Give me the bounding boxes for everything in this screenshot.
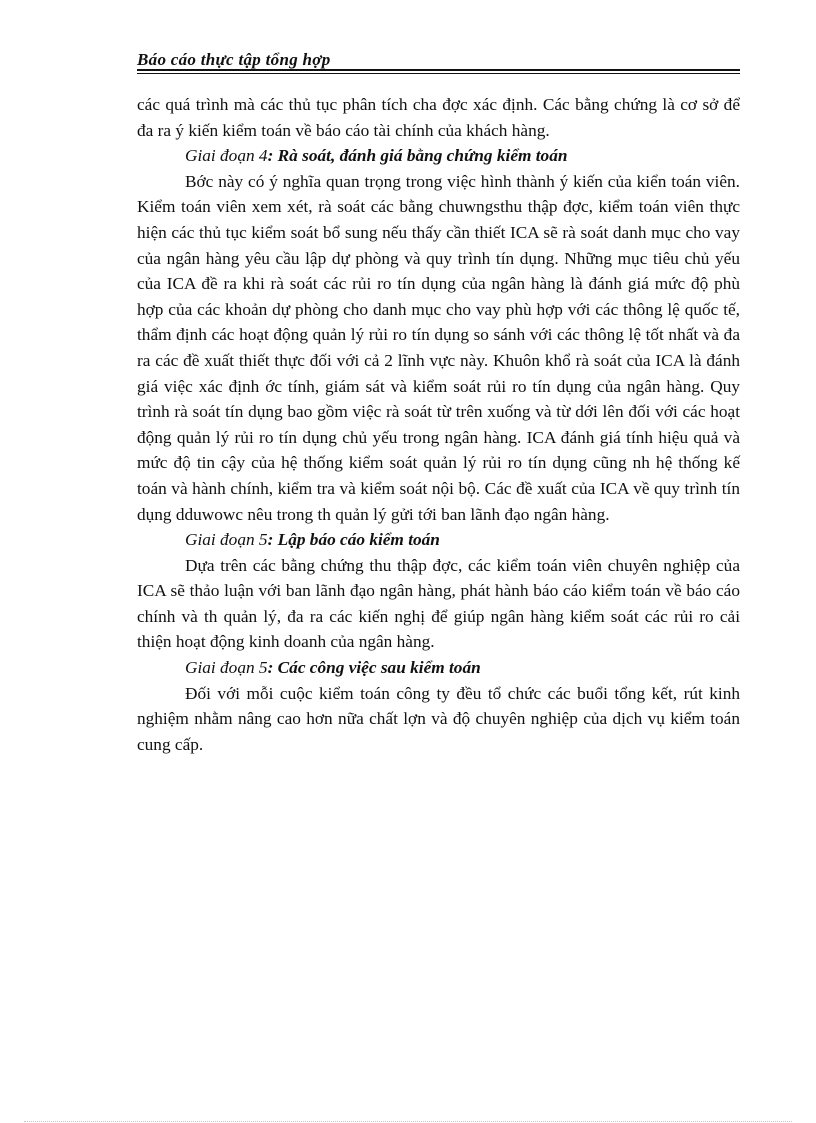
heading-stage-4-label: Giai đoạn 4 — [185, 146, 268, 166]
heading-stage-5-followup-title: : Các công việc sau kiểm toán — [267, 658, 481, 678]
heading-stage-5-report-label: Giai đoạn 5 — [185, 530, 268, 550]
paragraph-stage-4: Bớc này có ý nghĩa quan trọng trong việc hình thành ý kiến của kiển toán viên. Kiểm toán viên xem xét, rà soát các bằng chuwngsthu thập đợc, kiểm toán viên thực hiện các thủ tục kiểm soát bổ sung nếu thấy cần thiết ICA sẽ rà soát danh mục cho vay của ngân hàng yêu cầu lập dự phòng và quy trình tín dụng. Những mục tiêu chủ yếu của ICA đề ra khi rà soát các rủi ro tín dụng của ngân hàng là đánh giá mức độ phù hợp của các khoản dự phòng cho danh mục cho vay phù hợp với các thông lệ quốc tế, thẩm định các hoạt động quản lý rủi ro tín dụng so sánh với các thông lệ tốt nhất và đa ra các đề xuất thiết thực đối với cả 2 lĩnh vực này. Khuôn khổ rà soát của ICA là đánh giá việc xác định ớc tính, giám sát và kiểm soát rủi ro tín dụng của ngân hàng. Quy trình rà soát tín dụng bao gồm việc rà soát từ trên xuống và từ dới lên đối với các hoạt động quản lý rủi ro tín dụng chủ yếu trong ngân hàng. ICA đánh giá tính hiệu quả và mức độ tin cậy của hệ thống kiểm soát quản lý rủi ro tín dụng cũng nh hệ thống kế toán và hành chính, kiểm tra và kiểm soát nội bộ. Các đề xuất của ICA về quy trình tín dụng dduwowc nêu trong th quản lý gửi tới ban lãnh đạo ngân hàng. — [137, 171, 740, 524]
header-divider-thick — [137, 69, 740, 71]
heading-stage-5-report-title: : Lập báo cáo kiểm toán — [267, 530, 440, 550]
heading-stage-5-followup — [137, 655, 740, 681]
paragraph-stage-5-followup: Đối với mỗi cuộc kiểm toán công ty đều tổ chức các buổi tổng kết, rút kinh nghiệm nhằm nâng cao hơn nữa chất lợn và độ chuyên nghiệp của dịch vụ kiểm toán cung cấp. — [137, 683, 740, 754]
heading-stage-5-followup-label: Giai đoạn 5 — [185, 658, 268, 678]
header-divider-thin — [137, 73, 740, 74]
heading-stage-4-title: : Rà soát, đánh giá bằng chứng kiểm toán — [267, 146, 568, 166]
paragraph-stage-5-report: Dựa trên các bằng chứng thu thập đợc, các kiểm toán viên chuyên nghiệp của ICA sẽ thảo luận với ban lãnh đạo ngân hàng, phát hành báo cáo kiểm toán về báo cáo chính và th quản lý, đa ra các kiến nghị để giúp ngân hàng kiểm soát các rủi ro cải thiện hoạt động kinh doanh của ngân hàng. — [137, 555, 740, 652]
page-bottom-border — [24, 1121, 792, 1122]
heading-stage-5-report — [137, 527, 740, 553]
document-body — [137, 92, 740, 757]
page-header-title: Báo cáo thực tập tổng hợp — [137, 50, 331, 69]
paragraph-intro: các quá trình mà các thủ tục phân tích cha đợc xác định. Các bằng chứng là cơ sở để đa ra ý kiến kiểm toán về báo cáo tài chính của khách hàng. — [137, 95, 740, 140]
heading-stage-4 — [137, 143, 740, 169]
